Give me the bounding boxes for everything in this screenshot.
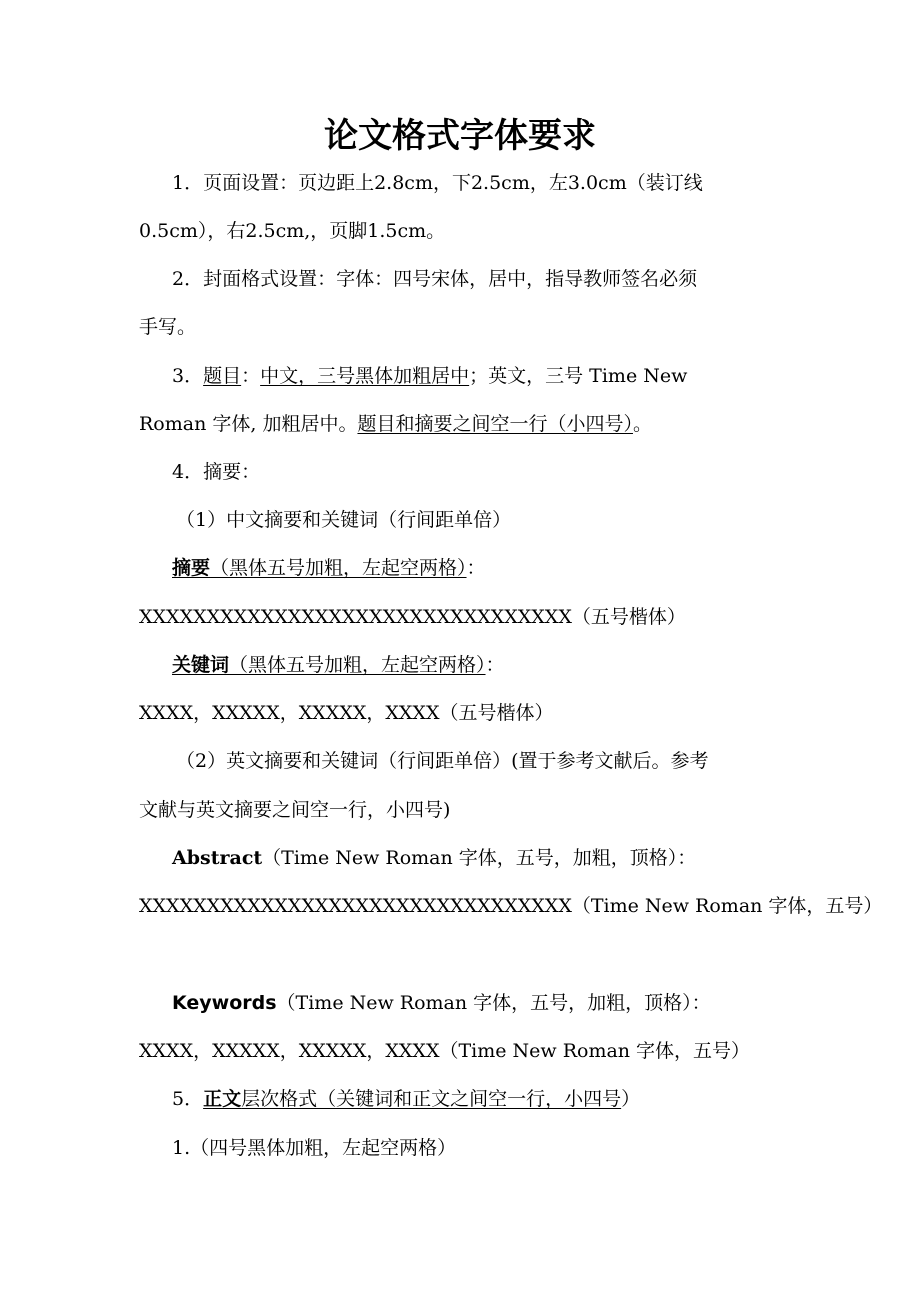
item-3-continuation bbox=[139, 409, 652, 439]
item-1-continuation: 0.5cm），右2.5cm,，页脚1.5cm。 bbox=[139, 220, 446, 242]
item-3-title-format bbox=[172, 361, 687, 391]
item-3-end: 。 bbox=[632, 413, 652, 435]
item-5-spec: 层次格式（关键词和正文之间空一行，小四号 bbox=[241, 1088, 622, 1110]
item-4-sub2-english-abstract: （2）英文摘要和关键词（行间距单倍）(置于参考文献后。参考 bbox=[176, 750, 709, 772]
item-3-english-cont: Roman 字体, 加粗居中。 bbox=[139, 413, 358, 435]
english-abstract-label: Abstract bbox=[172, 847, 263, 869]
item-5-number: 5． bbox=[172, 1088, 204, 1110]
english-abstract-spec: （Time New Roman 字体，五号，加粗，顶格）： bbox=[262, 847, 697, 869]
item-3-english-spec: ；英文，三号 Time New bbox=[469, 365, 688, 387]
abstract-label: 摘要 bbox=[172, 557, 211, 579]
item-3-topic: 题目 bbox=[203, 365, 242, 387]
item-2-cover-format: 2．封面格式设置：字体：四号宋体，居中，指导教师签名必须 bbox=[172, 268, 698, 290]
item-3-colon: ： bbox=[241, 365, 261, 387]
english-abstract-label-line bbox=[172, 843, 696, 873]
item-5-label: 正文 bbox=[203, 1088, 242, 1110]
item-5-end: ） bbox=[621, 1088, 641, 1110]
abstract-colon: ： bbox=[466, 557, 486, 579]
item-1-page-setup: 1．页面设置：页边距上2.8cm，下2.5cm，左3.0cm（装订线 bbox=[172, 172, 703, 194]
item-4-sub1-chinese-abstract: （1）中文摘要和关键词（行间距单倍） bbox=[176, 509, 512, 531]
keywords-body: XXXX，XXXXX，XXXXX，XXXX（五号楷体） bbox=[139, 702, 554, 724]
item-3-number: 3． bbox=[172, 365, 204, 387]
english-abstract-body: XXXXXXXXXXXXXXXXXXXXXXXXXXXXXXXX（Time New Roman 字体，五号） bbox=[139, 895, 883, 917]
keywords-colon: ： bbox=[485, 654, 505, 676]
abstract-spec: （黑体五号加粗，左起空两格） bbox=[210, 557, 467, 579]
item-5-body-format bbox=[172, 1084, 640, 1114]
english-keywords-spec: （Time New Roman 字体，五号，加粗，顶格）： bbox=[276, 992, 711, 1014]
abstract-label-line bbox=[172, 553, 486, 583]
english-keywords-body: XXXX，XXXXX，XXXXX，XXXX（Time New Roman 字体，五号） bbox=[139, 1040, 751, 1062]
keywords-label-line bbox=[172, 650, 505, 680]
item-3-chinese-spec: 中文，三号黑体加粗居中 bbox=[260, 365, 470, 387]
document-title: 论文格式字体要求 bbox=[324, 116, 596, 156]
item-5-sub1: 1.（四号黑体加粗，左起空两格） bbox=[172, 1137, 457, 1159]
keywords-label: 关键词 bbox=[172, 654, 230, 676]
abstract-body: XXXXXXXXXXXXXXXXXXXXXXXXXXXXXXXX（五号楷体） bbox=[139, 606, 686, 628]
english-keywords-label-line bbox=[172, 988, 711, 1018]
item-4-heading: 4．摘要： bbox=[172, 461, 261, 483]
item-3-gap-spec: 题目和摘要之间空一行（小四号） bbox=[357, 413, 633, 435]
keywords-spec: （黑体五号加粗，左起空两格） bbox=[229, 654, 486, 676]
item-4-sub2-continuation: 文献与英文摘要之间空一行，小四号) bbox=[139, 799, 451, 821]
english-keywords-label: Keywords bbox=[172, 992, 277, 1014]
item-2-continuation: 手写。 bbox=[139, 316, 197, 338]
